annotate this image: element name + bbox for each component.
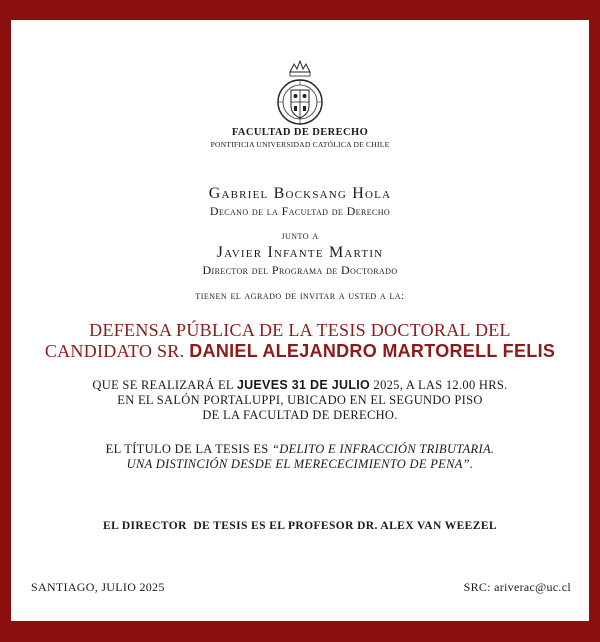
- director-name: Javier Infante Martin: [216, 244, 384, 261]
- candidate-name: DANIEL ALEJANDRO MARTORELL FELIS: [189, 341, 556, 361]
- defense-heading: [11, 320, 589, 362]
- event-date: JUEVES 31 DE JULIO: [236, 378, 371, 392]
- thesis-title-block: [11, 442, 589, 472]
- thesis-line-1: [11, 442, 589, 457]
- junto-text: junto a: [281, 230, 319, 242]
- thesis-advisor: EL DIRECTOR DE TESIS ES EL PROFESOR DR. ALEX VAN WEEZEL: [103, 520, 497, 532]
- defense-candidate-prefix: CANDIDATO SR.: [44, 341, 185, 361]
- invitation-text: tienen el agrado de invitar a usted a la:: [195, 290, 405, 302]
- invitation-card: [11, 20, 589, 621]
- details-prefix: QUE SE REALIZARÁ EL: [92, 378, 234, 392]
- details-suffix: 2025, A LAS 12.00 HRS.: [373, 378, 508, 392]
- details-line-2: EN EL SALÓN PORTALUPPI, UBICADO EN EL SEGUNDO PISO: [117, 393, 483, 407]
- details-line-1: [11, 378, 589, 393]
- thesis-line-2: [11, 457, 589, 472]
- details-line-3: DE LA FACULTAD DE DERECHO.: [202, 408, 398, 422]
- defense-line-1: DEFENSA PÚBLICA DE LA TESIS DOCTORAL DEL: [89, 320, 511, 340]
- source-contact: [464, 580, 571, 595]
- source-text: SRC: ariverac@uc.cl: [463, 580, 571, 594]
- thesis-prefix: EL TÍTULO DE LA TESIS ES: [105, 442, 269, 456]
- dean-title: Decano de la Facultad de Derecho: [209, 204, 391, 218]
- thesis-title-2: UNA DISTINCIÓN DESDE EL MERECECIMIENTO DE PENA”.: [126, 457, 474, 471]
- defense-line-2: [11, 341, 589, 362]
- university-name: PONTIFICIA UNIVERSIDAD CATÓLICA DE CHILE: [210, 140, 390, 149]
- faculty-name: FACULTAD DE DERECHO: [231, 127, 369, 138]
- event-details: [11, 378, 589, 423]
- director-title: Director del Programa de Doctorado: [202, 263, 398, 277]
- place-date: SANTIAGO, JULIO 2025: [31, 580, 165, 594]
- thesis-title-1: “DELITO E INFRACCIÓN TRIBUTARIA.: [271, 442, 495, 456]
- dean-name: Gabriel Bocksang Hola: [208, 185, 392, 202]
